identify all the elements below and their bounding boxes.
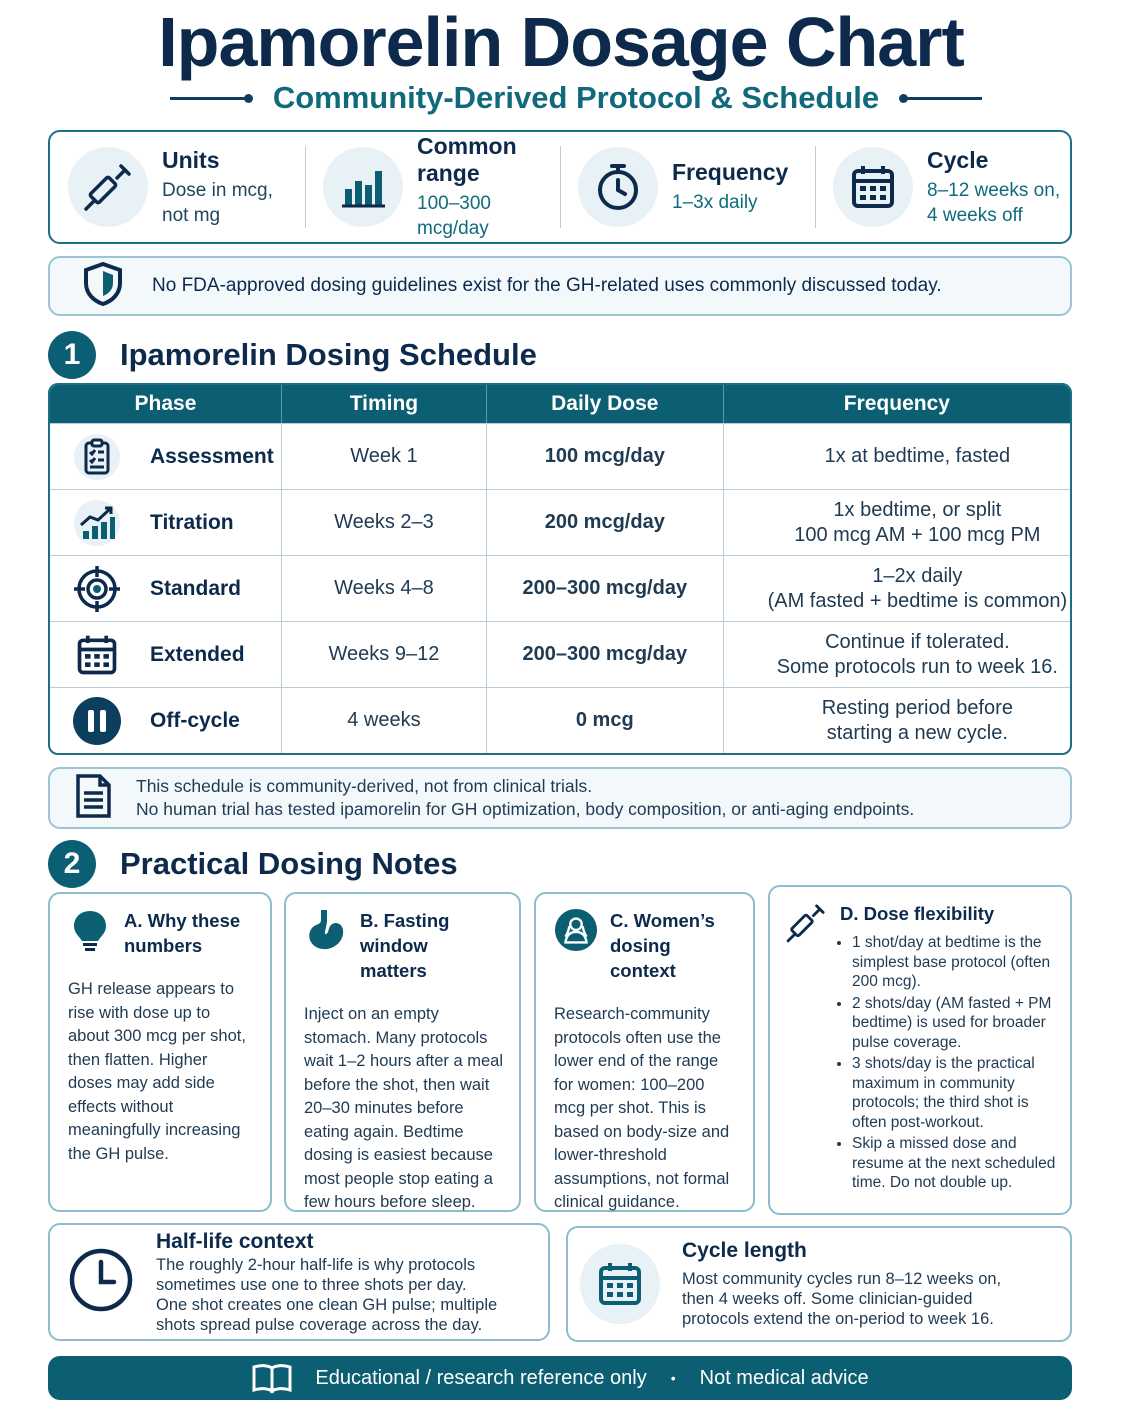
frequency-cell xyxy=(724,555,1070,621)
phase-name: Extended xyxy=(150,642,245,666)
card-title-line: numbers xyxy=(124,935,203,956)
syringe-icon xyxy=(784,901,828,945)
frequency-line: 1x bedtime, or split xyxy=(833,498,1002,521)
fda-warning-banner xyxy=(48,256,1072,316)
footer-text-left: Educational / research reference only xyxy=(315,1366,647,1389)
section-number: 2 xyxy=(48,840,96,888)
frequency-line: 100 mcg AM + 100 mcg PM xyxy=(794,523,1041,546)
bar-chart-icon xyxy=(323,147,403,227)
book-icon xyxy=(251,1362,293,1394)
dose-cell: 200–300 mcg/day xyxy=(487,555,724,621)
list-item: • Skip a missed dose and resume at the next scheduled time. Do not double up. xyxy=(852,1134,1056,1193)
kpi-value: 100–300 mcg/day xyxy=(417,193,491,239)
calendar-icon xyxy=(580,1244,660,1324)
card-body-line: sometimes use one to three shots per day. xyxy=(156,1275,467,1294)
phase-name: Assessment xyxy=(150,444,274,468)
phase-cell xyxy=(50,621,282,687)
timing-cell: 4 weeks xyxy=(282,687,487,753)
kpi-label: Common range xyxy=(417,133,517,186)
clipboard-icon xyxy=(70,430,124,484)
frequency-line: Some protocols run to week 16. xyxy=(776,655,1058,678)
subtitle-divider-left xyxy=(170,97,249,100)
timing-cell: Weeks 4–8 xyxy=(282,555,487,621)
frequency-line: Continue if tolerated. xyxy=(825,630,1010,653)
calendar-icon xyxy=(833,147,913,227)
schedule-disclaimer xyxy=(48,767,1072,829)
card-title: Cycle length xyxy=(682,1239,807,1262)
kpi-units xyxy=(50,132,305,242)
kpi-value-line: not mg xyxy=(162,204,221,226)
card-body: GH release appears to rise with dose up to about 300 mcg per shot, then flatten. Higher doses may add side effects without meaningfully increasing the GH pulse. xyxy=(68,980,246,1163)
kpi-label: Units xyxy=(162,146,220,173)
card-body-line: The roughly 2-hour half-life is why protocols xyxy=(156,1255,476,1274)
list-item: • 2 shots/day (AM fasted + PM bedtime) is used for broader pulse coverage. xyxy=(852,994,1056,1053)
stomach-icon xyxy=(304,908,348,952)
note-card-why-these-numbers xyxy=(48,892,272,1212)
page-subtitle: Community-Derived Protocol & Schedule xyxy=(272,80,880,115)
frequency-cell xyxy=(724,687,1070,753)
kpi-value-line: Dose in mcg, xyxy=(162,179,273,201)
summary-panel xyxy=(48,130,1072,244)
footer-separator: • xyxy=(670,1370,676,1386)
card-title-line: matters xyxy=(360,960,427,981)
table-row xyxy=(50,489,1070,555)
subtitle-divider-right xyxy=(903,97,982,100)
table-row xyxy=(50,687,1070,753)
clock-icon xyxy=(68,1247,134,1318)
page-title: Ipamorelin Dosage Chart xyxy=(158,3,964,81)
card-title: Half-life context xyxy=(156,1229,314,1253)
kpi-value-line: 4 weeks off xyxy=(927,204,1023,226)
trend-up-icon xyxy=(70,496,124,550)
frequency-line: 1–2x daily xyxy=(872,564,963,587)
frequency-cell xyxy=(724,423,1070,489)
frequency-line: (AM fasted + bedtime is common) xyxy=(767,589,1068,612)
column-header: Daily Dose xyxy=(487,385,724,423)
disclaimer-line: No human trial has tested ipamorelin for GH optimization, body composition, or anti-aging endpoints. xyxy=(136,799,915,819)
frequency-line: 1x at bedtime, fasted xyxy=(824,445,1011,467)
dosing-schedule-table xyxy=(48,383,1072,755)
phase-cell xyxy=(50,489,282,555)
card-body-line: Most community cycles run 8–12 weeks on, xyxy=(682,1270,1002,1288)
section-title: Ipamorelin Dosing Schedule xyxy=(120,337,537,372)
column-header: Phase xyxy=(50,385,282,423)
timing-cell: Week 1 xyxy=(282,423,487,489)
phase-name: Standard xyxy=(150,576,242,600)
kpi-label: Frequency xyxy=(672,159,789,185)
kpi-value-line: 8–12 weeks on, xyxy=(927,179,1061,201)
half-life-card xyxy=(48,1223,550,1341)
kpi-value: 1–3x daily xyxy=(672,192,758,213)
kpi-value xyxy=(162,178,273,228)
shield-icon xyxy=(82,261,124,312)
card-body: Inject on an empty stomach. Many protocols wait 1–2 hours after a meal before the shot, then wait 20–30 minutes before eating again. Bedtime dosing is easiest because most people stop eating a few hours before sleep. xyxy=(304,1005,504,1211)
note-card-dose-flexibility xyxy=(768,885,1072,1215)
pause-icon xyxy=(70,694,124,748)
card-body-line: One shot creates one clean GH pulse; multiple xyxy=(156,1295,498,1314)
warning-text: No FDA-approved dosing guidelines exist for the GH-related uses commonly discussed today. xyxy=(152,275,942,296)
column-header: Timing xyxy=(282,385,487,423)
dose-cell: 200–300 mcg/day xyxy=(487,621,724,687)
timing-cell: Weeks 9–12 xyxy=(282,621,487,687)
subtitle-row xyxy=(170,80,982,116)
section-1-heading xyxy=(48,331,537,379)
phase-name: Off-cycle xyxy=(150,708,240,732)
kpi-common-range xyxy=(305,132,560,242)
cycle-length-card xyxy=(566,1226,1072,1342)
phase-cell xyxy=(50,687,282,753)
kpi-frequency xyxy=(560,132,815,242)
list-item: • 3 shots/day is the practical maximum in community protocols; the third shot is often post-workout. xyxy=(852,1054,1056,1132)
syringe-icon xyxy=(68,147,148,227)
table-header-row xyxy=(50,385,1070,423)
dose-cell: 200 mcg/day xyxy=(487,489,724,555)
column-header: Frequency xyxy=(724,385,1070,423)
section-number: 1 xyxy=(48,331,96,379)
card-title-line: context xyxy=(610,960,676,981)
kpi-label: Cycle xyxy=(927,146,989,173)
card-title-line: C. Women’s dosing xyxy=(610,910,715,956)
frequency-cell xyxy=(724,489,1070,555)
note-card-womens-dosing xyxy=(534,892,755,1212)
card-title: D. Dose flexibility xyxy=(840,903,995,924)
dose-cell: 0 mcg xyxy=(487,687,724,753)
frequency-cell xyxy=(724,621,1070,687)
section-title: Practical Dosing Notes xyxy=(120,846,458,881)
phase-name: Titration xyxy=(150,510,234,534)
kpi-cycle xyxy=(815,132,1070,242)
flexibility-list xyxy=(784,933,1056,1193)
card-title-line: B. Fasting window xyxy=(360,910,450,956)
card-body-line: protocols extend the on-period to week 16. xyxy=(682,1310,994,1328)
kpi-value xyxy=(927,178,1060,228)
table-row xyxy=(50,423,1070,489)
phase-cell xyxy=(50,423,282,489)
target-icon xyxy=(70,562,124,616)
table-row xyxy=(50,621,1070,687)
woman-icon xyxy=(554,908,598,952)
document-icon xyxy=(72,773,114,824)
table-row xyxy=(50,555,1070,621)
dose-cell: 100 mcg/day xyxy=(487,423,724,489)
list-item: • 1 shot/day at bedtime is the simplest base protocol (often 200 mcg). xyxy=(852,933,1056,992)
frequency-line: starting a new cycle. xyxy=(826,721,1008,744)
phase-cell xyxy=(50,555,282,621)
section-2-heading xyxy=(48,840,458,888)
card-body-line: then 4 weeks off. Some clinician-guided xyxy=(682,1290,973,1308)
note-card-fasting-window xyxy=(284,892,521,1212)
card-body-line: shots spread pulse coverage across the day. xyxy=(156,1315,483,1334)
lightbulb-icon xyxy=(68,908,112,952)
disclaimer-line: This schedule is community-derived, not from clinical trials. xyxy=(136,776,593,796)
footer-text-right: Not medical advice xyxy=(699,1366,869,1389)
timing-cell: Weeks 2–3 xyxy=(282,489,487,555)
calendar-icon xyxy=(70,628,124,682)
card-body: Research-community protocols often use the lower end of the range for women: 100–200 mcg per shot. This is based on body-size and lower-threshold assumptions, not formal clinical guidance. xyxy=(554,1005,730,1211)
stopwatch-icon xyxy=(578,147,658,227)
card-title-line: A. Why these xyxy=(124,910,241,931)
frequency-line: Resting period before xyxy=(821,696,1013,719)
footer-banner xyxy=(48,1356,1072,1400)
